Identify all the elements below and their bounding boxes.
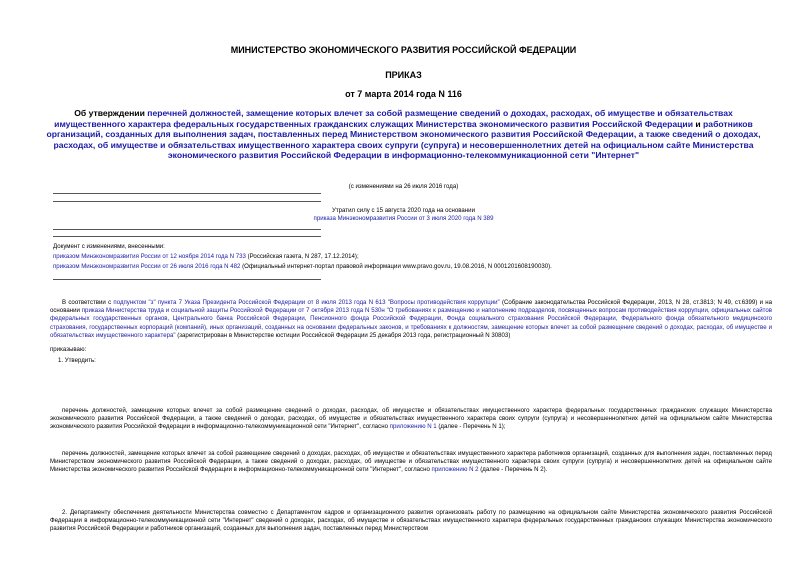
orders-line: приказываю: — [50, 346, 87, 353]
amendment-source: (Официальный интернет-портал правовой информации www.pravo.gov.ru, 19.08.2016, N 0001201608190030). — [240, 263, 552, 271]
lost-force-note — [0, 207, 807, 223]
list-item-text: перечень должностей, замещение которых влечет за собой размещение сведений о доходах, расходах, об имуществе и обязательствах имущественного характера федеральных государственных гражданских служащих Министерства экономического развития Российской Федерации, а также сведений о доходах, расходах, об имуществе и обязательствах имущественного характера своих супруги (супруга) и несовершеннолетних детей на официальном сайте Министерства экономического развития Российской Федерации в информационно-телекоммуникационной сети "Интернет", согласно — [50, 407, 772, 431]
approve-line: 1. Утвердить: — [58, 357, 96, 364]
amendment-source: (Российская газета, N 287, 17.12.2014); — [245, 253, 359, 261]
lost-force-link[interactable]: приказа Минэкономразвития России от 3 июля 2020 года N 389 — [313, 215, 494, 223]
amendment-link[interactable]: приказом Минэкономразвития России от 12 ноября 2014 года N 733 — [53, 253, 246, 261]
amendment-item — [53, 263, 773, 271]
intro-link-order[interactable]: приказа Министерства труда и социальной защиты Российской Федерации от 7 октября 2013 года N 530н "О требованиях к размещению и наполнению подразделов, посвященных вопросам противодействия коррупции, официальных сайтов федеральных государственных органов, Центрального банка Российской Федерации, Пенсионного фонда Российской Федерации, Фонда социального страхования Российской Федерации, Федерального фонда обязательного медицинского страхования, государственных корпораций (компаний), иных организаций, созданных на основании федеральных законов, и требованиях к должностям, замещение которых влечет за собой размещение сведений о доходах, расходах, об имуществе и обязательствах имущественного характера" — [50, 307, 772, 339]
list-item-text: перечень должностей, замещение которых влечет за собой размещение сведений о доходах, расходах, об имуществе и обязательствах имущественного характера работников организаций, созданных для выполнения задач, поставленных перед Министерством экономического развития Российской Федерации, а также сведений о доходах, расходах, об имуществе и обязательствах имущественного характера своих супруги (супруга) и несовершеннолетних детей на официальном сайте Министерства экономического развития Российской Федерации в информационно-телекоммуникационной сети "Интернет", согласно — [50, 450, 772, 474]
amendments-block — [53, 243, 773, 272]
lost-force-text: Утратил силу с 15 августа 2020 года на основании — [332, 207, 475, 214]
list-item-2 — [50, 450, 772, 475]
divider — [53, 236, 321, 237]
item-2-text: 2. Департаменту обеспечения деятельности Министерства совместно с Департаментом кадров и организационного развития организовать работу по размещению на официальном сайте Министерства экономического развития Российской Федерации в информационно-телекоммуникационной сети "Интернет" сведений о доходах, расходах, об имуществе и обязательствах имущественного характера федеральных государственных гражданских служащих Министерства экономического развития Российской Федерации и работников организаций, созданных для выполнения задач, поставленных перед Министерством — [50, 509, 772, 533]
divider — [53, 279, 321, 280]
document-title — [40, 108, 767, 161]
changes-note: (с изменениями на 26 июля 2016 года) — [348, 183, 459, 190]
appendix-2-link[interactable]: приложению N 2 — [431, 466, 479, 474]
item-2-paragraph — [50, 509, 772, 534]
title-link-organizations[interactable]: работников организаций, созданных для выполнения задач, поставленных перед Министерством экономического развития Российской Федерации, а также сведений о доходах, расходах, об имуществе и обязательствах имущественного характера своих супруги (супруга) и несовершеннолетних детей на официальном сайте Министерства экономического развития Российской Федерации в информационно-телекоммуникационной сети "Интернет" — [46, 118, 761, 161]
list-item-text: (далее - Перечень N 1); — [436, 423, 506, 431]
amendment-item — [53, 253, 773, 261]
amendment-link[interactable]: приказом Минэкономразвития России от 26 июля 2016 года N 482 — [53, 263, 241, 271]
title-prefix: Об утверждении — [74, 108, 148, 118]
intro-text: (зарегистрирован в Министерстве юстиции Российской Федерации 25 декабря 2013 года, регистрационный N 30803) — [175, 331, 511, 339]
divider — [53, 229, 321, 230]
amendments-heading: Документ с изменениями, внесенными: — [53, 243, 165, 250]
doc-type-heading: ПРИКАЗ — [385, 70, 422, 80]
divider — [53, 193, 321, 194]
title-middle: и — [692, 118, 704, 129]
appendix-1-link[interactable]: приложению N 1 — [389, 423, 437, 431]
divider — [53, 201, 321, 202]
title-link-employees[interactable]: перечней должностей, замещение которых влечет за собой размещение сведений о доходах, расходах, об имуществе и обязательствах имущественного характера федеральных государственных гражданских служащих Министерства экономического развития Российской Федерации — [54, 108, 733, 129]
intro-paragraph — [50, 299, 772, 340]
intro-text: В соответствии с — [62, 299, 114, 306]
list-item-text: (далее - Перечень N 2). — [478, 466, 548, 474]
ministry-heading: МИНИСТЕРСТВО ЭКОНОМИЧЕСКОГО РАЗВИТИЯ РОССИЙСКОЙ ФЕДЕРАЦИИ — [230, 45, 577, 55]
list-item-1 — [50, 407, 772, 432]
date-number-heading: от 7 марта 2014 года N 116 — [345, 89, 462, 99]
intro-link-decree[interactable]: подпунктом "з" пункта 7 Указа Президента Российской Федерации от 8 июля 2013 года N 613 "Вопросы противодействия коррупции" — [113, 299, 500, 306]
intro-text: (Собрание законодательства Российской Федерации, 2013, N 28, ст.3813; N 49, ст.6399) и на основании — [50, 299, 772, 315]
